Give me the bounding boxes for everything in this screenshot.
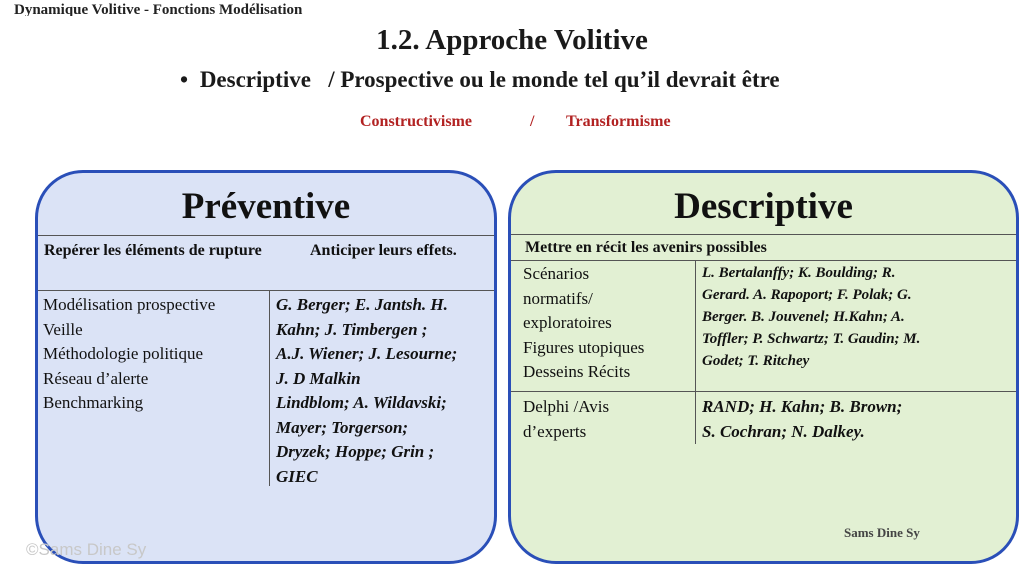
scenarios-authors-list: [702, 262, 920, 372]
list-item: normatifs/: [523, 288, 593, 308]
column-divider: [269, 291, 270, 486]
top-line-text: Dynamique Volitive - Fonctions Modélisation: [14, 2, 303, 16]
list-item: Benchmarking: [43, 393, 144, 412]
author-line: G. Berger; E. Jantsh. H.: [276, 295, 448, 314]
author-line: GIEC: [276, 466, 318, 486]
author-line: Toffler; P. Schwartz; T. Gaudin; M.: [702, 331, 921, 347]
author-line: S. Cochran; N. Dalkey.: [702, 421, 865, 441]
divider: [38, 235, 494, 236]
banner-right-text: Anticiper leurs effets.: [310, 242, 457, 259]
preventive-panel: [35, 170, 497, 564]
bullet-icon: •: [180, 67, 189, 92]
list-item: Delphi /Avis: [523, 397, 610, 416]
watermark: ©Sams Dine Sy: [26, 540, 147, 559]
list-item: exploratoires: [523, 313, 612, 332]
list-item: Réseau d’alerte: [43, 368, 149, 388]
preventive-authors-list: [276, 293, 457, 489]
author-line: L. Bertalanffy; K. Boulding; R.: [702, 265, 896, 281]
list-item: Figures utopiques: [523, 337, 645, 357]
author-line: Mayer; Torgerson;: [276, 417, 409, 437]
author-line: Godet; T. Ritchey: [702, 353, 810, 369]
author-line: Dryzek; Hoppe; Grin ;: [276, 442, 435, 461]
author-line: RAND; H. Kahn; B. Brown;: [702, 397, 903, 416]
descriptive-banner: Mettre en récit les avenirs possibles: [525, 239, 767, 256]
list-item: d’experts: [523, 421, 587, 441]
descriptive-title: Descriptive: [674, 186, 853, 227]
author-signature: Sams Dine Sy: [844, 525, 920, 540]
list-item: Modélisation prospective: [43, 295, 216, 314]
subtitle-descriptive: Descriptive: [199, 67, 311, 92]
author-line: Gerard. A. Rapoport; F. Polak; G.: [702, 287, 912, 303]
descriptive-panel: [508, 170, 1019, 564]
author-line: Berger. B. Jouvenel; H.Kahn; A.: [702, 309, 905, 325]
divider: [38, 290, 494, 291]
constructivisme-label: Constructivisme: [360, 113, 472, 130]
list-item: Scénarios: [523, 264, 590, 283]
delphi-authors-list: [702, 395, 902, 444]
divider: [511, 234, 1016, 235]
preventive-title: Préventive: [181, 186, 351, 227]
transformisme-label: Transformisme: [566, 113, 671, 130]
author-line: Lindblom; A. Wildavski;: [276, 393, 447, 412]
slide-title: 1.2. Approche Volitive: [376, 24, 648, 56]
author-line: J. D Malkin: [276, 368, 361, 388]
slide-subtitle: [180, 67, 780, 93]
preventive-items-list: [43, 293, 215, 416]
column-divider: [695, 261, 696, 444]
divider: [511, 391, 1016, 392]
red-separator: /: [530, 113, 535, 130]
delphi-items-list: [523, 395, 609, 444]
divider: [511, 260, 1016, 261]
scenarios-items-list: [523, 262, 644, 385]
list-item: Desseins Récits: [523, 362, 631, 381]
subtitle-prospective: / Prospective ou le monde tel qu’il devrait être: [328, 67, 780, 92]
list-item: Veille: [43, 319, 83, 339]
list-item: Méthodologie politique: [43, 344, 204, 363]
author-line: Kahn; J. Timbergen ;: [276, 319, 428, 339]
banner-left-text: Repérer les éléments de rupture: [44, 242, 262, 259]
author-line: A.J. Wiener; J. Lesourne;: [276, 344, 458, 363]
